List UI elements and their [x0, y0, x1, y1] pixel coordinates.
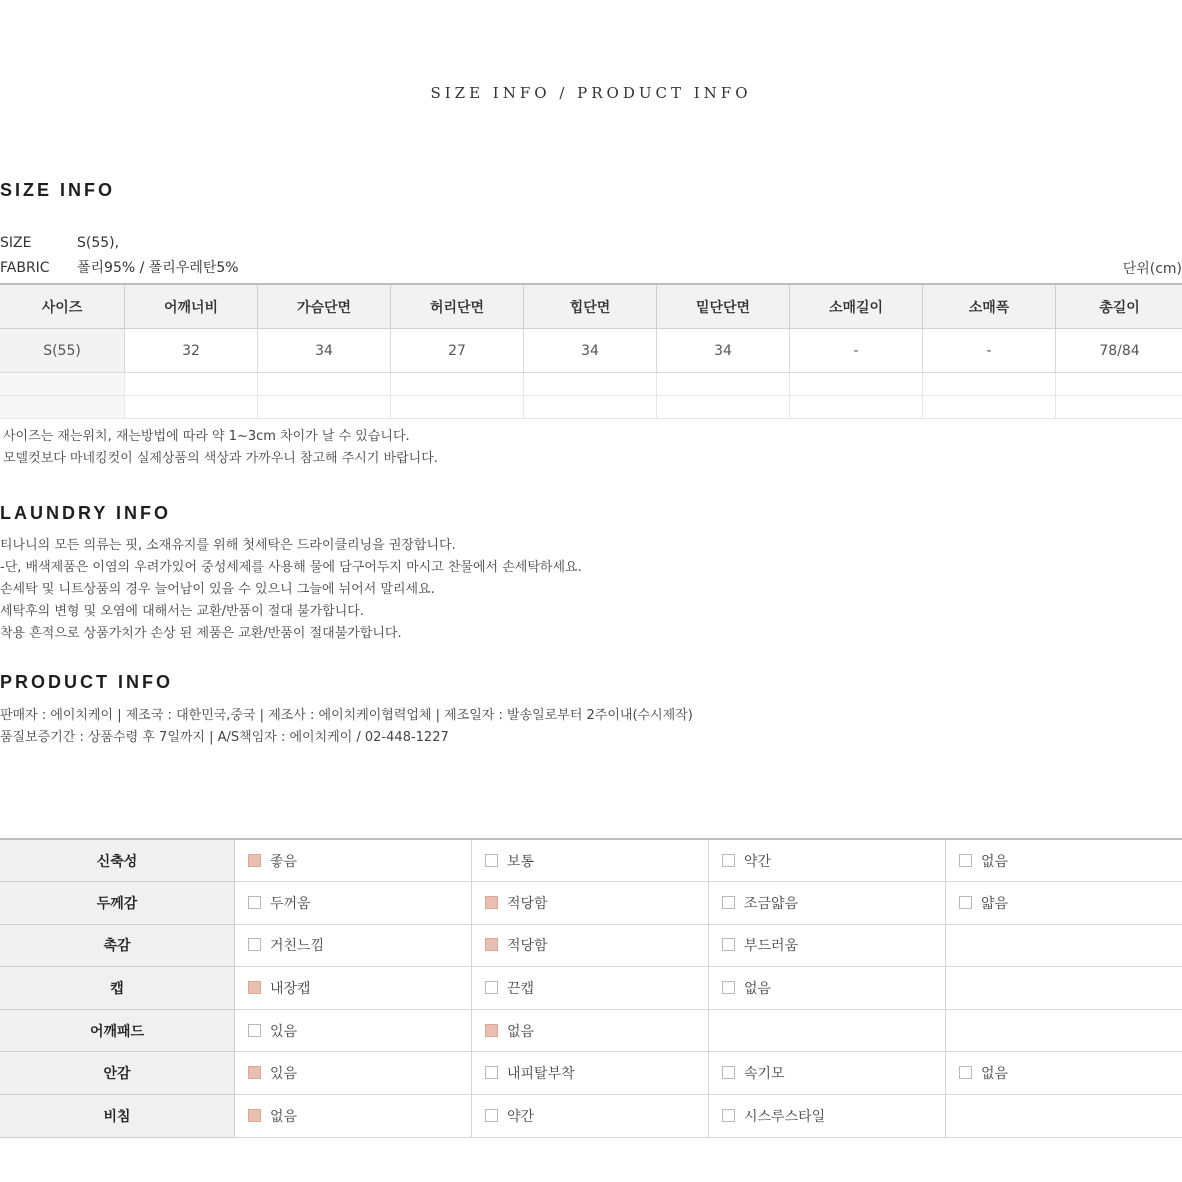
unchecked-box-icon: [722, 1109, 735, 1122]
fabric-option: [235, 1095, 472, 1138]
checked-box-icon: [485, 938, 498, 951]
fabric-attribute-label: 캡: [0, 967, 235, 1010]
empty-cell: [790, 396, 923, 419]
fabric-row: [0, 924, 1182, 967]
checked-box-icon: [248, 981, 261, 994]
empty-cell: [391, 396, 524, 419]
size-notes: [3, 426, 438, 470]
fabric-option: [472, 882, 709, 925]
size-spec: [0, 235, 119, 251]
note-line: 사이즈는 재는위치, 재는방법에 따라 약 1~3cm 차이가 날 수 있습니다.: [3, 429, 410, 444]
table-cell: 34: [657, 329, 790, 373]
empty-cell: [709, 1009, 946, 1052]
empty-cell: [0, 373, 125, 396]
fabric-attribute-label: 어깨패드: [0, 1009, 235, 1052]
unchecked-box-icon: [959, 1066, 972, 1079]
fabric-attribute-label: 신축성: [0, 839, 235, 882]
fabric-option: [946, 839, 1182, 882]
empty-cell: [1056, 373, 1182, 396]
empty-cell: [923, 396, 1056, 419]
unchecked-box-icon: [722, 938, 735, 951]
fabric-option: [946, 1052, 1182, 1095]
laundry-line: 착용 흔적으로 상품가치가 손상 된 제품은 교환/반품이 절대불가합니다.: [0, 626, 402, 641]
fabric-option: [235, 882, 472, 925]
fabric-option: [235, 924, 472, 967]
fabric-attribute-label: 안감: [0, 1052, 235, 1095]
unchecked-box-icon: [722, 1066, 735, 1079]
table-cell: -: [790, 329, 923, 373]
checked-box-icon: [248, 1109, 261, 1122]
fabric-option: [235, 1052, 472, 1095]
column-header: 소매길이: [790, 284, 923, 329]
empty-cell: [657, 373, 790, 396]
table-cell: 27: [391, 329, 524, 373]
empty-cell: [946, 1095, 1182, 1138]
fabric-option: [709, 1095, 946, 1138]
size-table-header: [0, 284, 1182, 329]
empty-row: [0, 396, 1182, 419]
laundry-line: 손세탁 및 니트상품의 경우 늘어남이 있을 수 있으니 그늘에 뉘어서 말리세요.: [0, 582, 435, 597]
fabric-option-label: 있음: [270, 1066, 298, 1083]
unchecked-box-icon: [722, 981, 735, 994]
fabric-option: [472, 924, 709, 967]
empty-cell: [258, 396, 391, 419]
fabric-option-label: 없음: [507, 1023, 535, 1040]
fabric-option-label: 거친느낌: [270, 938, 325, 955]
fabric-option: [709, 1052, 946, 1095]
column-header: 소매폭: [923, 284, 1056, 329]
fabric-option: [472, 1052, 709, 1095]
laundry-line: -단, 배색제품은 이염의 우려가있어 중성세제를 사용해 물에 담구어두지 마시고 찬물에서 손세탁하세요.: [0, 560, 582, 575]
unchecked-box-icon: [485, 981, 498, 994]
checked-box-icon: [485, 896, 498, 909]
unchecked-box-icon: [485, 1066, 498, 1079]
empty-cell: [0, 396, 125, 419]
fabric-option: [472, 967, 709, 1010]
size-info-title: SIZE INFO: [0, 180, 116, 200]
table-cell: 78/84: [1056, 329, 1182, 373]
fabric-option-label: 없음: [270, 1108, 298, 1125]
fabric-option-label: 끈캡: [507, 981, 535, 998]
fabric-spec: [0, 257, 239, 277]
table-cell: S(55): [0, 329, 125, 373]
column-header: 힙단면: [524, 284, 657, 329]
unchecked-box-icon: [485, 854, 498, 867]
column-header: 어깨너비: [125, 284, 258, 329]
fabric-option-label: 시스루스타일: [744, 1108, 826, 1125]
fabric-option: [235, 967, 472, 1010]
unchecked-box-icon: [248, 938, 261, 951]
laundry-notes: [0, 535, 582, 645]
product-line: 품질보증기간 : 상품수령 후 7일까지 | A/S책임자 : 에이치케이 / 02-448-1227: [0, 730, 449, 745]
fabric-attribute-label: 비침: [0, 1095, 235, 1138]
column-header: 총길이: [1056, 284, 1182, 329]
empty-cell: [657, 396, 790, 419]
unchecked-box-icon: [722, 854, 735, 867]
fabric-option: [472, 1009, 709, 1052]
fabric-row: [0, 882, 1182, 925]
empty-cell: [524, 373, 657, 396]
size-table: [0, 283, 1182, 419]
column-header: 가슴단면: [258, 284, 391, 329]
fabric-option-label: 보통: [507, 853, 535, 870]
fabric-option-label: 약간: [507, 1108, 535, 1125]
empty-cell: [1056, 396, 1182, 419]
fabric-option: [235, 1009, 472, 1052]
fabric-option: [472, 1095, 709, 1138]
laundry-line: 티나니의 모든 의류는 핏, 소재유지를 위해 첫세탁은 드라이클리닝을 권장합니다.: [0, 538, 456, 553]
size-value: S(55),: [77, 235, 120, 251]
column-header: 허리단면: [391, 284, 524, 329]
empty-cell: [125, 373, 258, 396]
fabric-option: [946, 882, 1182, 925]
fabric-option-label: 조금얇음: [744, 895, 799, 912]
page-heading: SIZE INFO / PRODUCT INFO: [430, 84, 752, 102]
table-cell: 32: [125, 329, 258, 373]
fabric-option-label: 없음: [744, 981, 772, 998]
checked-box-icon: [485, 1024, 498, 1037]
empty-cell: [524, 396, 657, 419]
fabric-option-label: 없음: [981, 1066, 1009, 1083]
empty-cell: [946, 924, 1182, 967]
empty-cell: [391, 373, 524, 396]
fabric-attribute-label: 촉감: [0, 924, 235, 967]
empty-cell: [258, 373, 391, 396]
fabric-option: [709, 967, 946, 1010]
empty-cell: [946, 1009, 1182, 1052]
fabric-option-label: 속기모: [744, 1066, 785, 1083]
empty-cell: [125, 396, 258, 419]
checked-box-icon: [248, 1066, 261, 1079]
product-notes: [0, 705, 693, 749]
fabric-row: [0, 1095, 1182, 1138]
fabric-row: [0, 1052, 1182, 1095]
note-line: 모델컷보다 마네킹컷이 실제상품의 색상과 가까우니 참고해 주시기 바랍니다.: [3, 451, 438, 466]
fabric-option-label: 얇음: [981, 895, 1009, 912]
unchecked-box-icon: [959, 854, 972, 867]
fabric-option: [709, 839, 946, 882]
fabric-option-label: 있음: [270, 1023, 298, 1040]
fabric-option-label: 두꺼움: [270, 895, 311, 912]
fabric-option: [235, 839, 472, 882]
fabric-option-label: 좋음: [270, 853, 298, 870]
laundry-line: 세탁후의 변형 및 오염에 대해서는 교환/반품이 절대 불가합니다.: [0, 604, 364, 619]
fabric-label: FABRIC: [0, 260, 50, 276]
fabric-option-label: 부드러움: [744, 938, 799, 955]
product-info-title: PRODUCT INFO: [0, 672, 173, 692]
unchecked-box-icon: [248, 1024, 261, 1037]
fabric-option-label: 없음: [981, 853, 1009, 870]
unchecked-box-icon: [485, 1109, 498, 1122]
fabric-chart: [0, 838, 1182, 1138]
fabric-option-label: 적당함: [507, 938, 548, 955]
fabric-option-label: 내피탈부착: [507, 1066, 575, 1083]
fabric-option-label: 적당함: [507, 895, 548, 912]
empty-cell: [946, 967, 1182, 1010]
table-cell: 34: [524, 329, 657, 373]
fabric-row: [0, 1009, 1182, 1052]
laundry-info-title: LAUNDRY INFO: [0, 503, 171, 523]
fabric-option: [472, 839, 709, 882]
table-row: [0, 329, 1182, 373]
empty-row: [0, 373, 1182, 396]
fabric-value: 폴리95% / 폴리우레탄5%: [77, 260, 239, 276]
fabric-row: [0, 967, 1182, 1010]
unchecked-box-icon: [722, 896, 735, 909]
unit-label: 단위(cm): [1122, 261, 1182, 277]
column-header: 사이즈: [0, 284, 125, 329]
fabric-row: [0, 839, 1182, 882]
product-line: 판매자 : 에이치케이 | 제조국 : 대한민국,중국 | 제조사 : 에이치케이협력업체 | 제조일자 : 발송일로부터 2주이내(수시제작): [0, 708, 693, 723]
unchecked-box-icon: [959, 896, 972, 909]
empty-cell: [790, 373, 923, 396]
empty-cell: [923, 373, 1056, 396]
unchecked-box-icon: [248, 896, 261, 909]
fabric-option-label: 약간: [744, 853, 772, 870]
checked-box-icon: [248, 854, 261, 867]
column-header: 밑단단면: [657, 284, 790, 329]
fabric-option: [709, 882, 946, 925]
table-cell: -: [923, 329, 1056, 373]
table-cell: 34: [258, 329, 391, 373]
fabric-attribute-label: 두께감: [0, 882, 235, 925]
fabric-option-label: 내장캡: [270, 981, 311, 998]
fabric-option: [709, 924, 946, 967]
size-label: SIZE: [0, 235, 32, 251]
